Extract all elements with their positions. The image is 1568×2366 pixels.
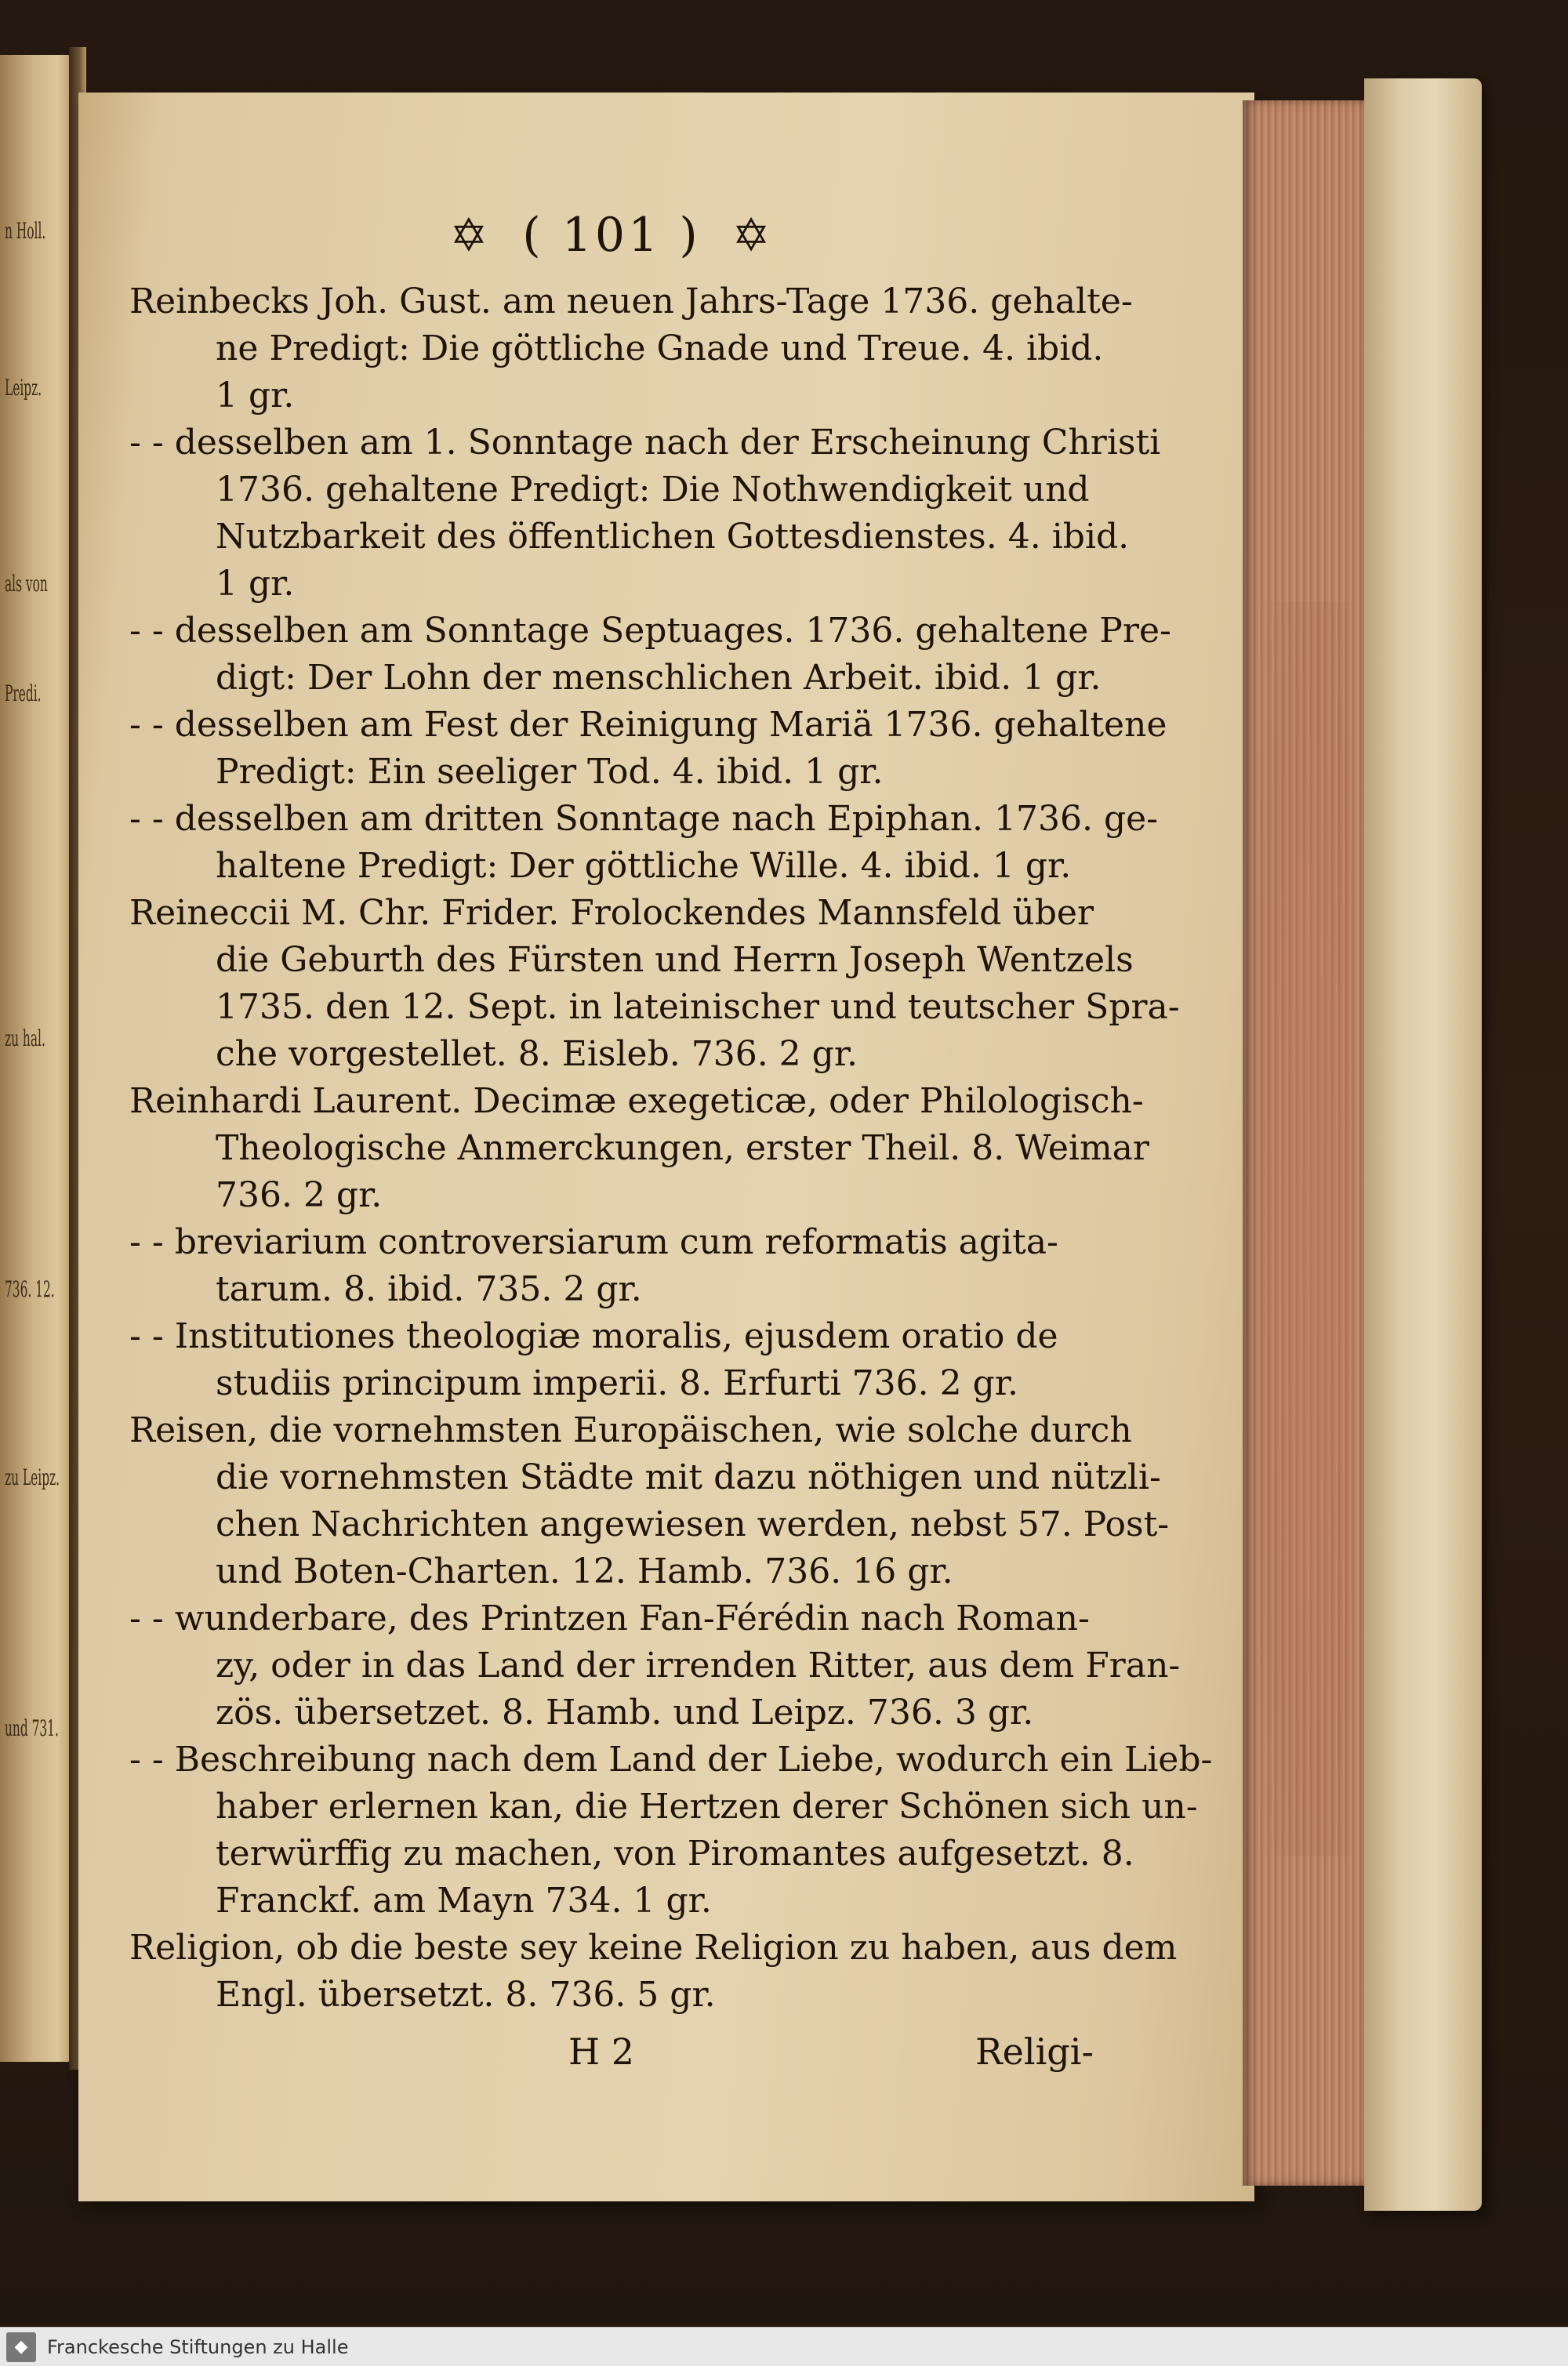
entry-continuation-line: terwürffig zu machen, von Piromantes aufgesetzt. 8. [216, 1834, 1134, 1874]
entry-continuation-line: Nutzbarkeit des öffentlichen Gottesdienstes. 4. ibid. [216, 517, 1130, 557]
entry-heading-line: - - desselben am Sonntage Septuages. 1736. gehaltene Pre- [129, 611, 1171, 651]
catalogue-entry [129, 278, 1133, 419]
entry-heading-line: - - wunderbare, des Printzen Fan-Férédin nach Roman- [129, 1599, 1090, 1638]
entry-continuation-line: die Geburth des Fürsten und Herrn Joseph Wentzels [216, 940, 1134, 980]
page-number: ( 101 ) [522, 208, 701, 263]
entry-continuation-line: chen Nachrichten angewiesen werden, nebst 57. Post- [216, 1504, 1170, 1544]
entry-continuation-line: che vorgestellet. 8. Eisleb. 736. 2 gr. [216, 1034, 858, 1074]
entry-continuation-line: Predigt: Ein seeliger Tod. 4. ibid. 1 gr. [216, 752, 884, 792]
credit-bar [0, 2327, 1568, 2366]
credit-text: Franckesche Stiftungen zu Halle [47, 2335, 349, 2358]
catalogue-entry [129, 1736, 1213, 1925]
entry-continuation-line: 1 gr. [216, 564, 295, 604]
entry-continuation-line: zös. übersetzet. 8. Hamb. und Leipz. 736. 3 gr. [216, 1693, 1034, 1733]
entry-heading-line: - - desselben am dritten Sonntage nach Epiphan. 1736. ge- [129, 799, 1159, 839]
catalogue-entry [129, 608, 1171, 702]
institution-logo-icon: ◆ [6, 2332, 36, 2362]
page-fore-edge [1243, 100, 1376, 2186]
catalogue-entry [129, 1313, 1094, 1407]
catalogue-entry [129, 1219, 1094, 1313]
entry-heading-line: Reisen, die vornehmsten Europäischen, wie solche durch [129, 1410, 1132, 1450]
catalogue-entry [129, 702, 1167, 796]
entry-heading-line: Reinbecks Joh. Gust. am neuen Jahrs-Tage 1736. gehalte- [129, 281, 1133, 321]
catalogue-entry [129, 419, 1161, 608]
star-ornament-icon: ✡ [731, 209, 774, 262]
entry-continuation-line: 1735. den 12. Sept. in lateinischer und teutscher Spra- [216, 987, 1180, 1027]
entry-heading-line: - - desselben am Fest der Reinigung Mariä 1736. gehaltene [129, 705, 1167, 745]
entry-heading-line: - - Beschreibung nach dem Land der Liebe, wodurch ein Lieb- [129, 1740, 1213, 1780]
entry-continuation-line: Engl. übersetzt. 8. 736. 5 gr. [216, 1975, 716, 2015]
star-ornament-icon: ✡ [449, 209, 492, 262]
signature-mark: H 2 [568, 2030, 635, 2073]
entry-heading-line: - - breviarium controversiarum cum reformatis agita- [129, 1222, 1058, 1262]
catalogue-entry [129, 796, 1159, 890]
entry-continuation-line: 1736. gehaltene Predigt: Die Nothwendigkeit und [216, 470, 1090, 510]
entry-continuation-line: digt: Der Lohn der menschlichen Arbeit. ibid. 1 gr. [216, 658, 1102, 698]
page-text [129, 278, 1213, 2019]
entry-continuation-line: 736. 2 gr. [216, 1175, 383, 1215]
page-footer [129, 2030, 1094, 2078]
entry-continuation-line: haltene Predigt: Der göttliche Wille. 4. ibid. 1 gr. [216, 846, 1072, 886]
previous-page-edge: n Holl. Leipz. als von Predi. zu hal. 736. 12. zu Leipz. und 731. [0, 55, 72, 2062]
entry-continuation-line: studiis principum imperii. 8. Erfurti 736. 2 gr. [216, 1363, 1018, 1403]
catalogue-entry [129, 1078, 1149, 1219]
entry-heading-line: Religion, ob die beste sey keine Religion zu haben, aus dem [129, 1928, 1178, 1968]
catalogue-entry [129, 1925, 1178, 2019]
catalogue-entry [129, 1407, 1170, 1595]
entry-continuation-line: Theologische Anmerckungen, erster Theil. 8. Weimar [216, 1128, 1149, 1168]
book-cover-edge [1364, 78, 1482, 2211]
entry-heading-line: Reineccii M. Chr. Frider. Frolockendes Mannsfeld über [129, 893, 1094, 933]
entry-heading-line: - - Institutiones theologiæ moralis, ejusdem oratio de [129, 1316, 1058, 1356]
entry-continuation-line: und Boten-Charten. 12. Hamb. 736. 16 gr. [216, 1551, 953, 1591]
entry-continuation-line: haber erlernen kan, die Hertzen derer Schönen sich un- [216, 1787, 1198, 1827]
entry-continuation-line: die vornehmsten Städte mit dazu nöthigen und nützli- [216, 1457, 1161, 1497]
entry-continuation-line: tarum. 8. ibid. 735. 2 gr. [216, 1269, 642, 1309]
catchword: Religi- [975, 2030, 1094, 2073]
catalogue-entry [129, 890, 1180, 1078]
entry-continuation-line: Franckf. am Mayn 734. 1 gr. [216, 1881, 712, 1921]
entry-continuation-line: zy, oder in das Land der irrenden Ritter, aus dem Fran- [216, 1646, 1181, 1686]
entry-heading-line: Reinhardi Laurent. Decimæ exegeticæ, oder Philologisch- [129, 1081, 1144, 1121]
entry-continuation-line: ne Predigt: Die göttliche Gnade und Treue. 4. ibid. [216, 328, 1104, 368]
entry-heading-line: - - desselben am 1. Sonntage nach der Erscheinung Christi [129, 423, 1161, 463]
catalogue-entry [129, 1595, 1181, 1736]
page-header [392, 208, 831, 263]
entry-continuation-line: 1 gr. [216, 376, 295, 416]
